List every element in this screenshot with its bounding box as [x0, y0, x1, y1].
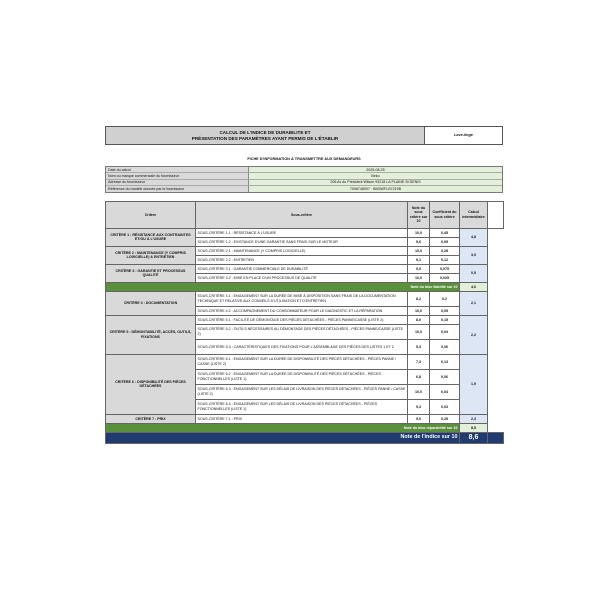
sub-note: 10,0	[408, 324, 430, 339]
sub-criterion: SOUS-CRITÈRE 1.1 : RÉSISTANCE À L'USURE	[196, 228, 408, 237]
reparabilite-row	[106, 423, 504, 432]
title-line-2: PRÉSENTATION DES PARAMÈTRES AYANT PERMIS DE L'ÉTABLIR	[191, 135, 339, 141]
col-note: Note du sous critère sur 10	[408, 201, 430, 228]
col-sous-critere: Sous-critère	[196, 201, 408, 228]
sub-coefficient: 0,05	[430, 237, 460, 246]
info-value: 7006748007 · BM3WFU37215B	[249, 186, 502, 191]
col-intermediaire: Calcul intermédiaire	[460, 201, 488, 228]
sub-criterion: SOUS-CRITÈRE 2.2 : ENTRETIEN	[196, 255, 408, 264]
intermediate-value: 2,1	[460, 291, 488, 315]
sub-criterion: SOUS-CRITÈRE 2.1 : MAINTENANCE (Y COMPRIS LOGICIELLE)	[196, 246, 408, 255]
sub-note: 8,2	[408, 291, 430, 306]
criterion-name: CRITÈRE 7 : PRIX	[106, 414, 196, 423]
sub-criterion: SOUS-CRITÈRE 6.2 : ENGAGEMENT SUR LA DURÉE DE DISPONIBILITÉ DES PIÈCES DÉTACHÉES - PIÈCES FONCTIONNELLES (LISTE 1)	[196, 369, 408, 384]
sub-note: 10,0	[408, 306, 430, 315]
sub-note: 10,0	[408, 246, 430, 255]
page-title	[106, 127, 425, 144]
info-value: Beko	[249, 173, 502, 178]
info-table	[105, 166, 503, 193]
fiabilite-row	[106, 282, 504, 291]
sub-coefficient: 0,25	[430, 414, 460, 423]
info-label: Adresse du fournisseur	[106, 180, 249, 185]
sub-criterion: SOUS-CRITÈRE 7.1 : PRIX	[196, 414, 408, 423]
sub-note: 0,0	[408, 264, 430, 273]
spacer-cell	[488, 246, 504, 264]
sub-coefficient: 0,15	[430, 315, 460, 324]
sub-criterion: SOUS-CRITÈRE 6.4 : ENGAGEMENT SUR LES DÉLAIS DE LIVRAISON DES PIÈCES DÉTACHÉES - PIÈCES FONCTIONNELLES (LISTE 1)	[196, 399, 408, 414]
intermediate-value: 0,5	[460, 264, 488, 282]
title-line-1: CALCUL DE L'INDICE DE DURABILITE ET	[219, 130, 311, 136]
sub-criterion: SOUS-CRITÈRE 3.2 : MISE EN PLACE D'UN PROCESSUS DE QUALITÉ	[196, 273, 408, 282]
spacer-cell	[488, 264, 504, 282]
sub-criterion: SOUS-CRITÈRE 5.3 : CARACTÉRISTIQUES DES FIXATIONS POUR L'ASSEMBLAGE DES PIÈCES DES LISTES 1 ET 2	[196, 339, 408, 354]
spacer-cell	[488, 315, 504, 354]
product-type: Lave-linge	[425, 127, 502, 144]
spacer-cell	[488, 282, 504, 291]
final-label: Note de l'indice sur 10	[106, 432, 460, 443]
info-label: Nom ou marque commerciale du fournisseur	[106, 173, 249, 178]
sub-coefficient: 0,03	[430, 399, 460, 414]
intermediate-value: 2,3	[460, 414, 488, 423]
sub-coefficient: 0,28	[430, 246, 460, 255]
sub-coefficient: 0,06	[430, 339, 460, 354]
sub-criterion: SOUS-CRITÈRE 4.2 : ACCOMPAGNEMENT DU CONSOMMATEUR POUR LE DIAGNOSTIC ET LA RÉPARATION	[196, 306, 408, 315]
table-row	[106, 315, 504, 324]
sub-coefficient: 0,04	[430, 384, 460, 399]
spacer-cell	[488, 291, 504, 315]
sub-coefficient: 0,05	[430, 306, 460, 315]
col-critere: Critère	[106, 201, 196, 228]
sub-coefficient: 0,13	[430, 354, 460, 369]
table-row	[106, 291, 504, 306]
table-row	[106, 228, 504, 237]
sub-coefficient: 0,04	[430, 324, 460, 339]
sub-note: 6,8	[408, 369, 430, 384]
sub-criterion: SOUS-CRITÈRE 1.2 : EXISTANCE D'UNE GARANTIE SANS FRAIS SUR LE MOTEUR	[196, 237, 408, 246]
final-pad	[488, 432, 504, 443]
sub-note: 9,0	[408, 414, 430, 423]
sub-note: 9,1	[408, 255, 430, 264]
criteria-table	[105, 201, 504, 444]
fiche-title: FICHE D'INFORMATION À TRANSMETTRE AUX DEMANDEURS	[247, 157, 361, 161]
durability-sheet	[105, 126, 503, 444]
spacer-cell	[488, 354, 504, 414]
table-row	[106, 246, 504, 255]
intermediate-value: 3,9	[460, 246, 488, 264]
sub-note: 7,3	[408, 354, 430, 369]
sub-coefficient: 0,45	[430, 228, 460, 237]
final-row	[106, 432, 504, 443]
sub-criterion: SOUS-CRITÈRE 4.1 : ENGAGEMENT SUR LA DURÉE DE MISE À DISPOSITION SANS FRAIS DE LA DOCUMENTATION TECHNIQUE ET RELATIVE AUX CONSEILS D'UTILISATION ET D'ENTRETIEN	[196, 291, 408, 306]
sub-note: 8,0	[408, 315, 430, 324]
sub-criterion: SOUS-CRITÈRE 3.1 : GARANTIE COMMERCIALE DE DURABILITÉ	[196, 264, 408, 273]
criterion-name: CRITÈRE 2 : MAINTENANCE (Y COMPRIS LOGICIELLE) & ENTRETIEN	[106, 246, 196, 264]
sub-note: 5,6	[408, 237, 430, 246]
sub-coefficient: 0,025	[430, 273, 460, 282]
reparabilite-row-label: Note du bloc réparabilité sur 10	[106, 423, 460, 432]
col-spacer	[488, 201, 504, 228]
title-block	[105, 126, 503, 145]
info-label: Référence du modèle donnée par le fournisseur	[106, 186, 249, 191]
table-row	[106, 414, 504, 423]
criterion-name: CRITÈRE 5 : DÉMONTABILITÉ, ACCÈS, OUTILS, FIXATIONS	[106, 315, 196, 354]
fiabilite-row-label: Note du bloc fiabilité sur 10	[106, 282, 460, 291]
final-value: 8,6	[460, 432, 488, 443]
spacer-cell	[488, 414, 504, 423]
criterion-name: CRITÈRE 1 : RÉSISTANCE AUX CONTRAINTES ET/OU À L'USURE	[106, 228, 196, 246]
sub-coefficient: 0,2	[430, 291, 460, 306]
sub-note: 5,3	[408, 339, 430, 354]
criterion-name: CRITÈRE 3 : GARANTIE ET PROCESSUS QUALITÉ	[106, 264, 196, 282]
info-row	[106, 186, 502, 191]
table-row	[106, 264, 504, 273]
criterion-name: CRITÈRE 4 : DOCUMENTATION	[106, 291, 196, 315]
sub-criterion: SOUS-CRITÈRE 6.3 : ENGAGEMENT SUR LES DÉLAIS DE LIVRAISON DES PIÈCES DÉTACHÉES - PIÈCES PANNE / CASSE (LISTE 2)	[196, 384, 408, 399]
sub-coefficient: 0,075	[430, 264, 460, 273]
sub-note: 10,0	[408, 228, 430, 237]
spacer-cell	[488, 228, 504, 246]
table-header	[106, 201, 504, 228]
sub-criterion: SOUS-CRITÈRE 5.2 : OUTILS NÉCESSAIRES AU DÉMONTAGE DES PIÈCES DÉTACHÉES - PIÈCES PANNE/CASSE (LISTE 2)	[196, 324, 408, 339]
info-value: 2025-08-25	[249, 167, 502, 172]
reparabilite-row-value: 8,5	[460, 423, 488, 432]
sub-note: 10,0	[408, 384, 430, 399]
sub-coefficient: 0,06	[430, 369, 460, 384]
sub-criterion: SOUS-CRITÈRE 5.1 : FACILITÉ DE DÉMONTAGE DES PIÈCES DÉTACHÉES - PIÈCES PANNE/CASSE (LISTE 2)	[196, 315, 408, 324]
spacer-cell	[488, 423, 504, 432]
intermediate-value: 4,8	[460, 228, 488, 246]
table-row	[106, 354, 504, 369]
sub-coefficient: 0,12	[430, 255, 460, 264]
criterion-name: CRITÈRE 6 : DISPONIBILITÉ DES PIÈCES DÉTACHÉES	[106, 354, 196, 414]
col-coefficient: Coefficient du sous critère	[430, 201, 460, 228]
info-value: 206 Av du Président Wilson 93218 LA PLAINE St DENIS	[249, 180, 502, 185]
fiabilite-row-value: 4,6	[460, 282, 488, 291]
sub-note: 9,3	[408, 399, 430, 414]
sub-note: 10,0	[408, 273, 430, 282]
sub-criterion: SOUS-CRITÈRE 6.1 : ENGAGEMENT SUR LA DURÉE DE DISPONIBILITÉ DES PIÈCES DÉTACHÉES - PIÈCES PANNE / CASSE (LISTE 2)	[196, 354, 408, 369]
intermediate-value: 2,2	[460, 315, 488, 354]
info-label: Date du calcul	[106, 167, 249, 172]
intermediate-value: 1,9	[460, 354, 488, 414]
